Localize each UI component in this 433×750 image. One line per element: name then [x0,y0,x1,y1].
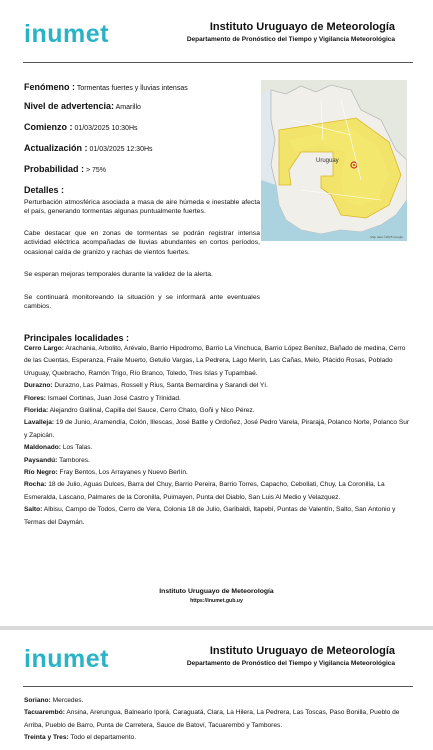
phenomenon-label: Fenómeno : [24,82,75,92]
details-title: Detalles : [24,185,65,195]
update-label: Actualización : [24,143,88,153]
start-field [24,122,138,132]
locality-entry-maldonado: Maldonado: Los Talas. [24,444,93,452]
locality-entry-rio-negro: Río Negro: Fray Bentos, Los Arrayanes y Nuevo Berlín. [24,469,188,477]
header-divider-page-2 [23,686,413,687]
probability-field [24,164,106,174]
locality-entry-flores: Flores: Ismael Cortinas, Juan José Castro y Trinidad. [24,394,181,402]
details-paragraph-1: Perturbación atmosférica asociada a masa de aire húmeda e inestable afecta el país, generando tormentas algunas puntualmente fuertes. [24,199,260,216]
locality-entry-soriano: Soriano: Mercedes. [24,697,84,704]
header-divider [23,62,413,63]
start-label: Comienzo : [24,122,73,132]
inumet-logo: inumet [24,20,109,48]
locality-entry-treinta-y-tres: Treinta y Tres: Todo el departamento. [24,734,137,742]
warning-level-field [24,101,141,111]
institute-title: Instituto Uruguayo de Meteorología [209,21,395,33]
phenomenon-value: Tormentas fuertes y lluvias intensas [76,85,188,92]
update-field [24,143,153,153]
warning-level-label: Nivel de advertencia: [24,101,115,111]
locality-entry-durazno: Durazno: Durazno, Las Palmas, Rossell y Rius, Santa Bernardina y Sarandi del Yí. [24,382,268,390]
localities-list-page-1 [24,343,412,529]
locality-entry-tacuarembo: Tacuarembó: Ansina, Arerungua, Balneario Iporá, Caraguatá, Clara, La Hilera, La Pedrera, Las Toscas, Paso Bonilla, Pueblo de Arriba, Pueblo de Barro, Punta de Carretera, Sauce de Batoví, Tacuarembó y Tambores. [24,709,400,729]
map-credit: Map data ©2025 Google [370,235,403,239]
alert-map-image [261,80,407,241]
footer-url-link[interactable]: https://inumet.gub.uy [190,598,243,604]
details-paragraph-4: Se continuará monitoreando la situación y se informará ante eventuales cambios. [24,294,260,311]
institute-title-page-2: Instituto Uruguayo de Meteorología [209,645,395,657]
inumet-logo-page-2: inumet [24,645,109,673]
alert-map[interactable] [261,80,407,241]
locality-entry-salto: Salto: Albisu, Campo de Todos, Cerro de Vera, Colonia 18 de Julio, Garibaldi, Itapebí, Puntas de Valentín, Salto, San Antonio y Termas del Daymán. [24,506,396,526]
start-value: 01/03/2025 10:30Hs [74,125,138,132]
locality-entry-paysandu: Paysandú: Tambores. [24,456,90,464]
phenomenon-field [24,82,188,92]
document-page-2 [0,630,433,750]
probability-value: > 75% [85,167,107,174]
footer-institute: Instituto Uruguayo de Meteorología [159,588,274,595]
map-country-label: Uruguay [316,158,339,164]
update-value: 01/03/2025 12:30Hs [89,146,153,153]
locality-entry-lavalleja: Lavalleja: 19 de Junio, Aramendía, Colón, Illescas, José Batlle y Ordoñez, José Pedro Varela, Pirarajá, Polanco Norte, Polanco Sur y Zapicán. [24,419,410,439]
locality-entry-rocha: Rocha: 18 de Julio, Aguas Dulces, Barra del Chuy, Barrio Pereira, Barrio Torres, Capacho, Cebollati, Chuy, La Coronilla, La Esmeralda, Lascano, Palmares de la Coronilla, Puimayen, Punta del Diablo, San Luis Al Medio y Velazquez. [24,481,385,501]
locality-entry-florida: Florida: Alejandro Gallinal, Capilla del Sauce, Cerro Chato, Goñi y Nico Pérez. [24,407,255,415]
probability-label: Probabilidad : [24,164,85,174]
details-paragraph-3: Se esperan mejoras temporales durante la validez de la alerta. [24,271,213,278]
department-subtitle: Departamento de Pronóstico del Tiempo y Vigilancia Meteorológica [186,36,395,43]
department-subtitle-page-2: Departamento de Pronóstico del Tiempo y Vigilancia Meteorológica [186,660,395,667]
localities-list-page-2 [24,695,412,745]
details-paragraph-2: Cabe destacar que en zonas de tormentas se podrán registrar intensa actividad eléctrica acompañadas de lluvias abundantes en cortos períodos, ocasional caída de granizo y rachas de vientos fuertes. [24,230,260,256]
warning-level-value: Amarillo [115,104,141,111]
locality-entry-cerro-largo: Cerro Largo: Arachania, Arbolito, Arévalo, Barrio Hipodromo, Barrio La Vinchuca, Barrio López Benítez, Bañado de medina, Cerro de las Cuentas, Esperanza, Fraile Muerto, Getulio Vargas, La Pedrera, Lago Merín, Las Cañas, Melo, Plácido Rosas, Poblado Uruguay, Quebracho, Ramón Trigo, Río Branco, Toledo, Tres Islas y Tupambaé. [24,345,406,377]
localities-title: Principales localidades : [24,333,130,343]
